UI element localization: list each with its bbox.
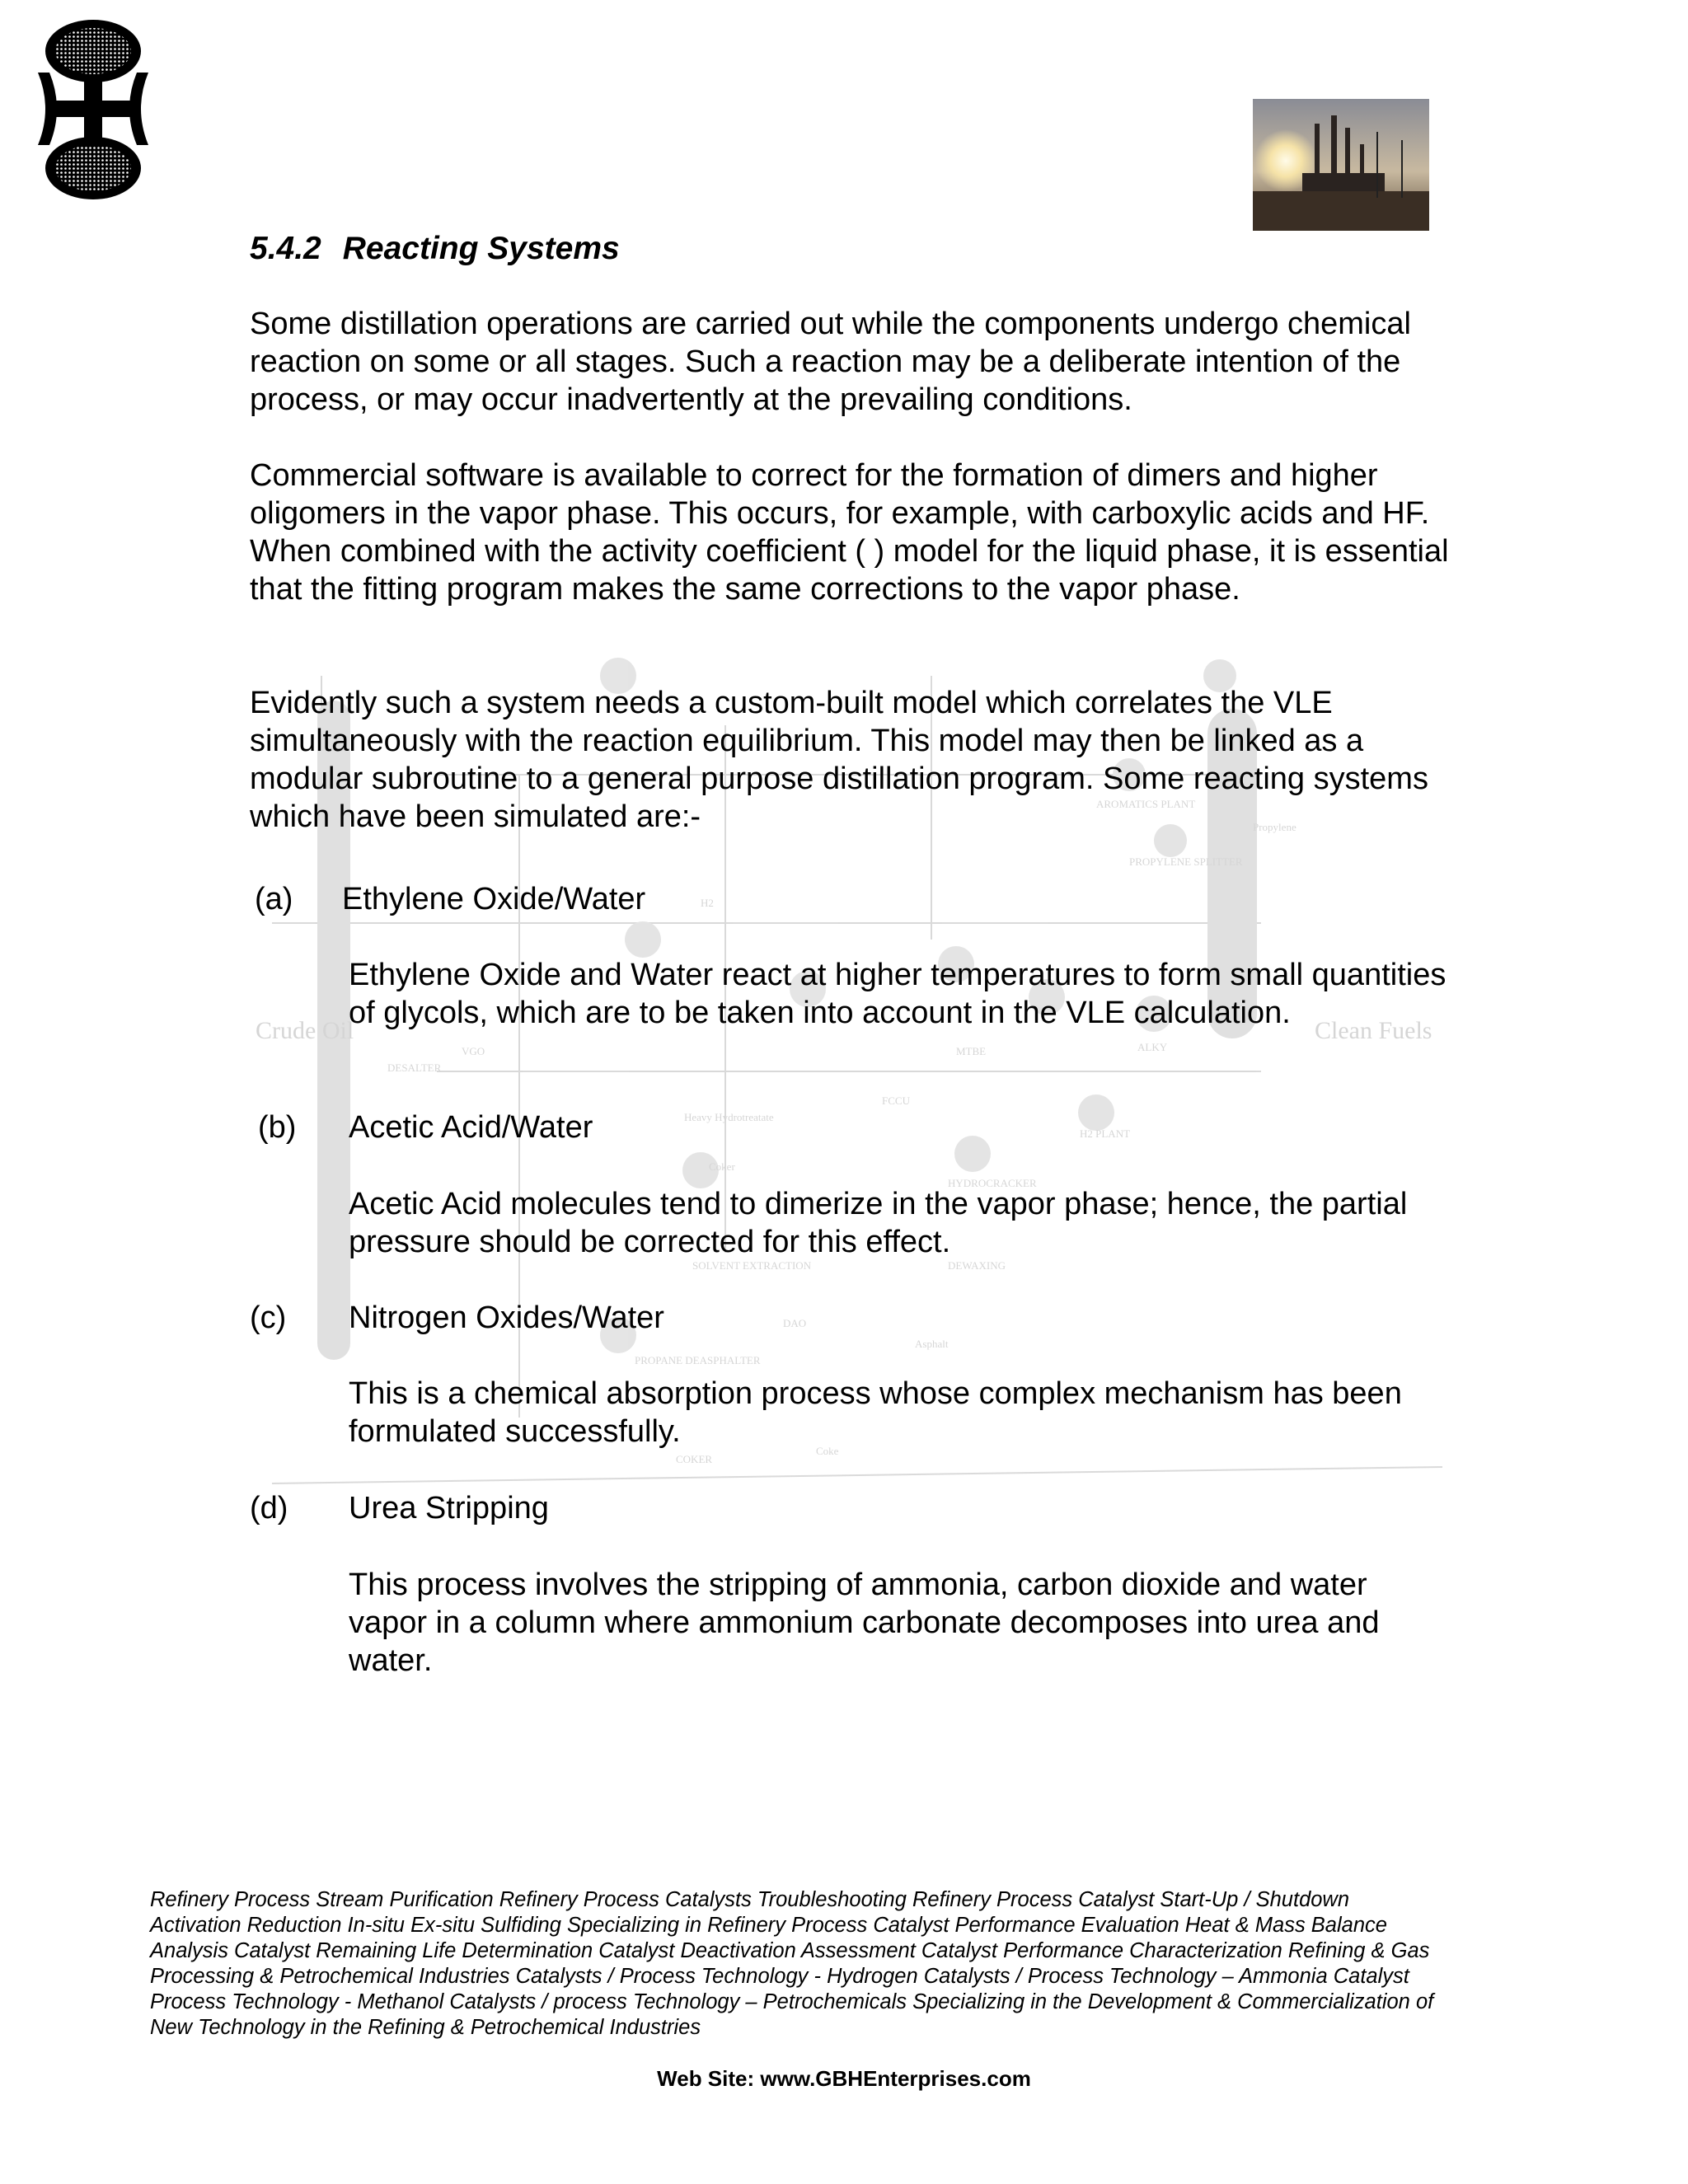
watermark-label: AROMATICS PLANT	[1096, 798, 1196, 810]
item-b-title: Acetic Acid/Water	[349, 1110, 593, 1145]
item-b-body: Acetic Acid molecules tend to dimerize in the vapor phase; hence, the partial pressure should be corrected for this effect.	[349, 1187, 1408, 1259]
watermark-label: HYDROCRACKER	[948, 1177, 1037, 1189]
watermark-label: VGO	[462, 1045, 485, 1057]
item-c-label: (c)	[250, 1301, 287, 1335]
watermark-label: H2	[701, 897, 714, 909]
watermark-label: Heavy Hydrotreatate	[684, 1111, 774, 1123]
watermark-label: Coke	[816, 1445, 839, 1457]
watermark-label: Propylene	[1253, 821, 1296, 833]
item-d-label: (d)	[250, 1491, 288, 1526]
watermark-label: Coker	[709, 1160, 735, 1173]
watermark-label: PROPYLENE SPLITTER	[1129, 855, 1243, 868]
watermark-label: ALKY	[1137, 1041, 1168, 1053]
watermark-label: H2 PLANT	[1080, 1127, 1131, 1140]
watermark-crude-oil: Crude Oil	[256, 1017, 354, 1044]
watermark-label: DEWAXING	[948, 1259, 1006, 1272]
watermark-label: FCCU	[882, 1094, 910, 1107]
item-a-label: (a)	[255, 882, 293, 916]
item-a-title: Ethylene Oxide/Water	[342, 882, 646, 916]
item-d-title: Urea Stripping	[349, 1491, 549, 1526]
refinery-photo-icon	[1253, 99, 1429, 231]
footer-website: Web Site: www.GBHEnterprises.com	[657, 2066, 1031, 2091]
item-a-body: Ethylene Oxide and Water react at higher temperatures to form small quantities of glycols, which are to be taken into account in the VLE calculation.	[349, 958, 1447, 1030]
watermark-label: SOLVENT EXTRACTION	[692, 1259, 812, 1272]
section-heading	[250, 231, 620, 267]
watermark-label: MTBE	[956, 1045, 987, 1057]
paragraph-3: Evidently such a system needs a custom-built model which correlates the VLE simultaneously with the reaction equilibrium. This model may then be linked as a modular subroutine to a general purpose distillation program. Some reacting systems which have been simulated are:-	[250, 686, 1428, 834]
paragraph-2: Commercial software is available to correct for the formation of dimers and higher oligomers in the vapor phase. This occurs, for example, with carboxylic acids and HF. When combined with the activity coefficient ( ) model for the liquid phase, it is essential that the fitting program makes the same corrections to the vapor phase.	[250, 458, 1449, 607]
item-d-body: This process involves the stripping of ammonia, carbon dioxide and water vapor in a column where ammonium carbonate decomposes into urea and water.	[349, 1568, 1380, 1678]
watermark-label: Asphalt	[915, 1338, 949, 1350]
watermark-label: DAO	[783, 1317, 807, 1329]
item-b-label: (b)	[258, 1110, 297, 1145]
item-c-body: This is a chemical absorption process whose complex mechanism has been formulated successfully.	[349, 1376, 1402, 1449]
section-number: 5.4.2	[250, 231, 321, 266]
watermark-label: DESALTER	[387, 1062, 442, 1074]
watermark-label: COKER	[676, 1453, 713, 1465]
section-title: Reacting Systems	[342, 231, 620, 266]
footer-services-text: Refinery Process Stream Purification Refinery Process Catalysts Troubleshooting Refinery Process Catalyst Start-Up / Shutdown Activation Reduction In-situ Ex-situ Sulfiding Specializing in Refinery Process Catalyst Performance Evaluation Heat & Mass Balance Analysis Catalyst Remaining Life Determination Catalyst Deactivation Assessment Catalyst Performance Characterization Refining & Gas Processing & Petrochemical Industries Catalysts / Process Technology - Hydrogen Catalysts / Process Technology – Ammonia Catalyst Process Technology - Methanol Catalysts / process Technology – Petrochemicals Specializing in the Development & Commercialization of New Technology in the Refining & Petrochemical Industries	[150, 1888, 1434, 2039]
gbh-logo-icon	[35, 18, 152, 201]
item-c-title: Nitrogen Oxides/Water	[349, 1301, 664, 1335]
watermark-clean-fuels: Clean Fuels	[1315, 1017, 1432, 1044]
paragraph-1: Some distillation operations are carried out while the components undergo chemical reaction on some or all stages. Such a reaction may be a deliberate intention of the process, or may occur inadvertently at the prevailing conditions.	[250, 307, 1411, 417]
watermark-label: PROPANE DEASPHALTER	[635, 1354, 761, 1366]
